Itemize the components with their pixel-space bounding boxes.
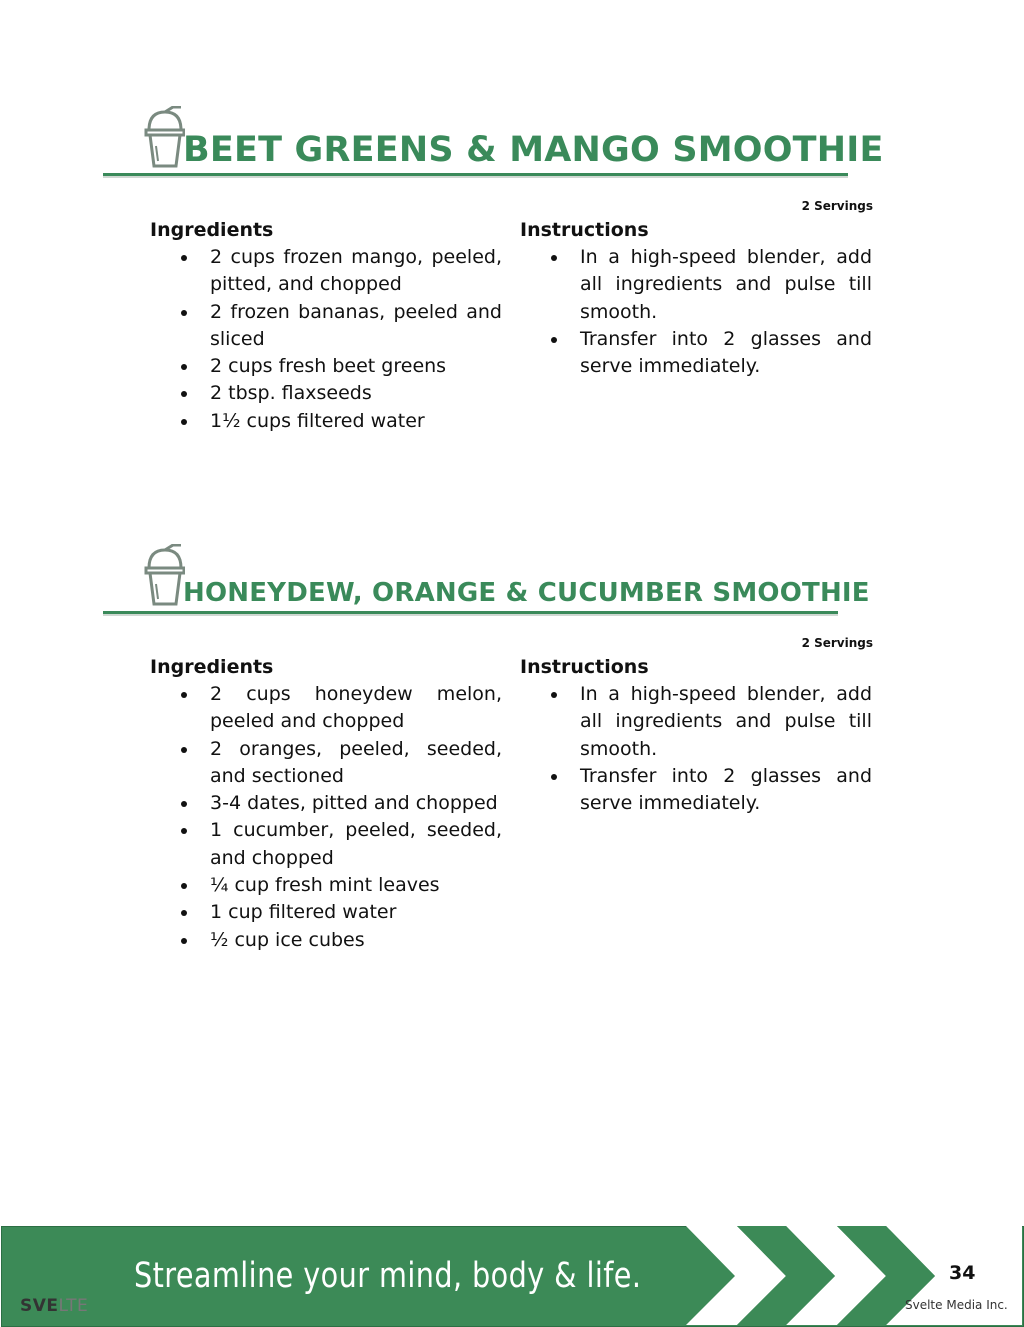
smoothie-cup-icon <box>141 106 185 168</box>
list-item: 1 cup filtered water <box>150 899 502 926</box>
list-item: 3-4 dates, pitted and chopped <box>150 790 502 817</box>
list-item: In a high-speed blender, add all ingredients and pulse till smooth. <box>520 681 872 763</box>
list-item: 1 cucumber, peeled, seeded, and chopped <box>150 817 502 872</box>
list-item: 1½ cups filtered water <box>150 408 502 435</box>
instructions-heading: Instructions <box>520 656 649 678</box>
page-footer <box>0 1226 1024 1325</box>
instructions-list <box>520 244 872 380</box>
ingredients-heading: Ingredients <box>150 656 274 678</box>
list-item: ¼ cup fresh mint leaves <box>150 872 502 899</box>
page-number: 34 <box>949 1262 976 1284</box>
ingredients-column <box>150 217 502 435</box>
ingredients-heading: Ingredients <box>150 219 274 241</box>
servings-label: 2 Servings <box>801 199 873 213</box>
servings-label: 2 Servings <box>801 636 873 650</box>
list-item: 2 cups honeydew melon, peeled and chopped <box>150 681 502 736</box>
logo-bold-text: SVE <box>20 1296 59 1316</box>
ingredients-list <box>150 244 502 435</box>
title-underline <box>103 611 838 614</box>
list-item: 2 cups fresh beet greens <box>150 353 502 380</box>
list-item: 2 oranges, peeled, seeded, and sectioned <box>150 736 502 791</box>
logo-light-text: LTE <box>58 1296 89 1316</box>
ingredients-column <box>150 654 502 954</box>
instructions-heading: Instructions <box>520 219 649 241</box>
title-underline <box>103 173 848 176</box>
instructions-list <box>520 681 872 817</box>
recipe-title-bar <box>103 544 870 614</box>
ingredients-list <box>150 681 502 954</box>
list-item: 2 tbsp. flaxseeds <box>150 380 502 407</box>
list-item: 2 frozen bananas, peeled and sliced <box>150 299 502 354</box>
list-item: Transfer into 2 glasses and serve immediately. <box>520 763 872 818</box>
list-item: Transfer into 2 glasses and serve immediately. <box>520 326 872 381</box>
list-item: 2 cups frozen mango, peeled, pitted, and chopped <box>150 244 502 299</box>
svelte-logo <box>20 1296 88 1316</box>
recipe-title: BEET GREENS & MANGO SMOOTHIE <box>183 130 884 170</box>
company-name: Svelte Media Inc. <box>905 1298 1008 1312</box>
list-item: ½ cup ice cubes <box>150 927 502 954</box>
recipe-title-bar <box>103 106 884 176</box>
recipe-title: HONEYDEW, ORANGE & CUCUMBER SMOOTHIE <box>183 578 870 608</box>
instructions-column <box>520 654 872 817</box>
footer-tagline: Streamline your mind, body & life. <box>134 1256 642 1296</box>
smoothie-cup-icon <box>141 544 185 606</box>
instructions-column <box>520 217 872 380</box>
list-item: In a high-speed blender, add all ingredients and pulse till smooth. <box>520 244 872 326</box>
